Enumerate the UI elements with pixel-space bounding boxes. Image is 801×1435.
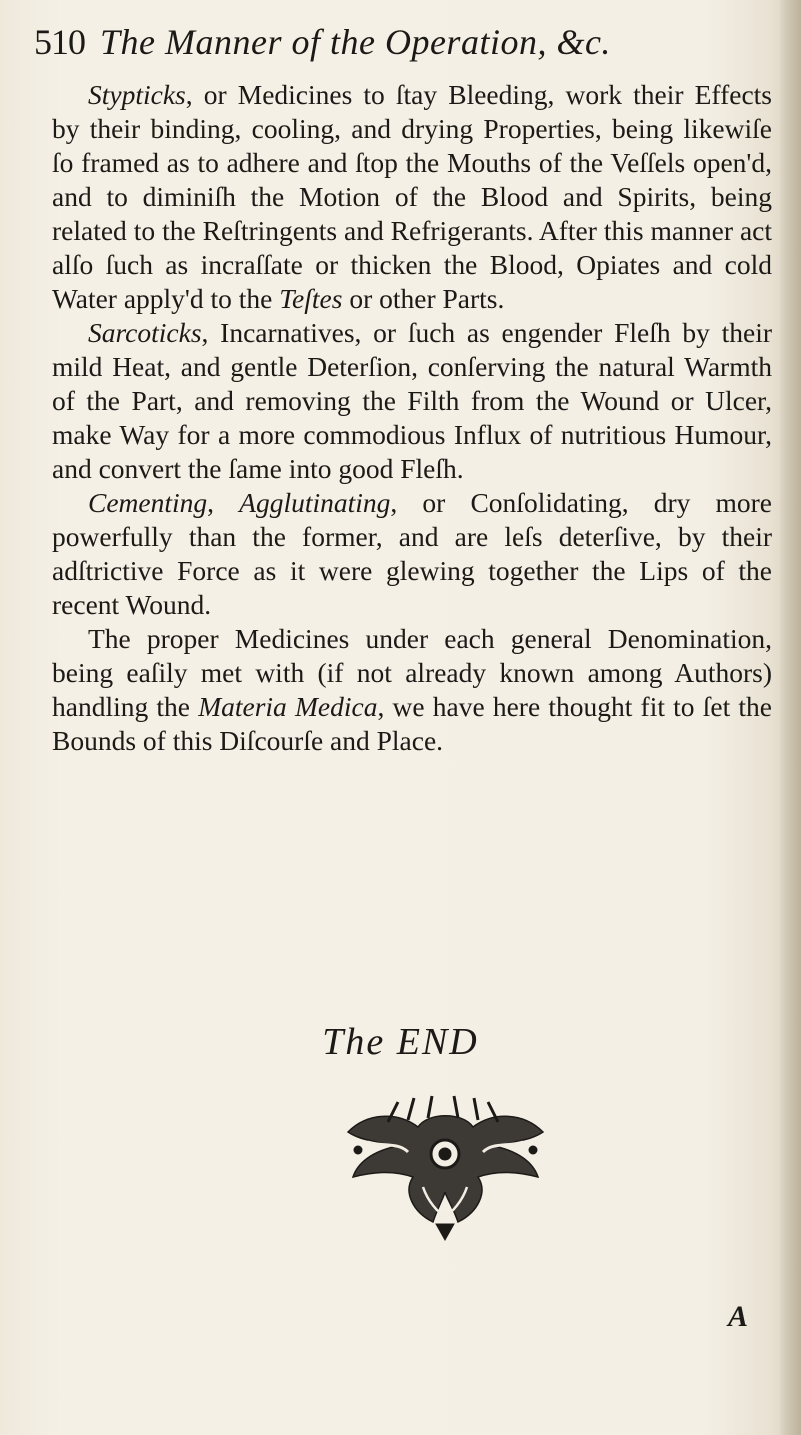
- catchword: A: [728, 1300, 749, 1333]
- paragraph-stypticks: [52, 78, 772, 316]
- paragraph-proper-medicines: [52, 622, 772, 758]
- paragraph-tail: or other Parts.: [342, 283, 505, 314]
- paragraph-sarcoticks: [52, 316, 772, 486]
- paragraph-text: , Incarnatives, or ſuch as engender Fleſh by their mild Heat, and gentle Deterſion, conſerving the natural Warmth of the Part, and removing the Filth from the Wound or Ulcer, make Way for a more commodious Influx of nutritious Humour, and convert the ſame into good Fleſh.: [52, 317, 772, 484]
- page-header: [34, 14, 774, 70]
- paragraph-lead: Sarcoticks: [88, 317, 202, 348]
- floral-tailpiece-ornament: [328, 1092, 563, 1242]
- paragraph-text: The proper Medicines under each general Denomination, being eaſily met with (if not already known among Authors) handling the: [52, 623, 772, 722]
- page-edge-shadow: [779, 0, 801, 1435]
- paragraph-lead: Cementing: [88, 487, 208, 518]
- paragraph-emphasis: Materia Medica: [198, 691, 378, 722]
- paragraph-tail: , we have here thought fit to ſet the Bounds of this Diſcourſe and Place.: [52, 691, 772, 756]
- paragraph-lead: Stypticks: [88, 79, 186, 110]
- the-end-heading: The END: [322, 1021, 479, 1063]
- paragraph-text: , or Medicines to ſtay Bleeding, work their Effects by their binding, cooling, and drying Properties, being likewiſe ſo framed as to adhere and ſtop the Mouths of the Veſſels open'd, and to diminiſh the Motion of the Blood and Spirits, being related to the Reſtringents and Refrigerants. After this manner act alſo ſuch as incraſſate or thicken the Blood, Opiates and cold Water apply'd to the: [52, 79, 772, 314]
- paragraph-cementing: [52, 486, 772, 622]
- body-text: [52, 78, 772, 758]
- paragraph-emphasis: Agglutinating: [239, 487, 391, 518]
- paragraph-emphasis: Teſtes: [279, 283, 343, 314]
- running-title: The Manner of the Operation, &c.: [100, 22, 611, 62]
- paragraph-text: ,: [207, 487, 240, 518]
- page-number: 510: [34, 22, 85, 62]
- paragraph-tail: , or Conſolidating, dry more powerfully than the former, and are leſs deterſive, by their adſtrictive Force as it were glewing together the Lips of the recent Wound.: [52, 487, 773, 620]
